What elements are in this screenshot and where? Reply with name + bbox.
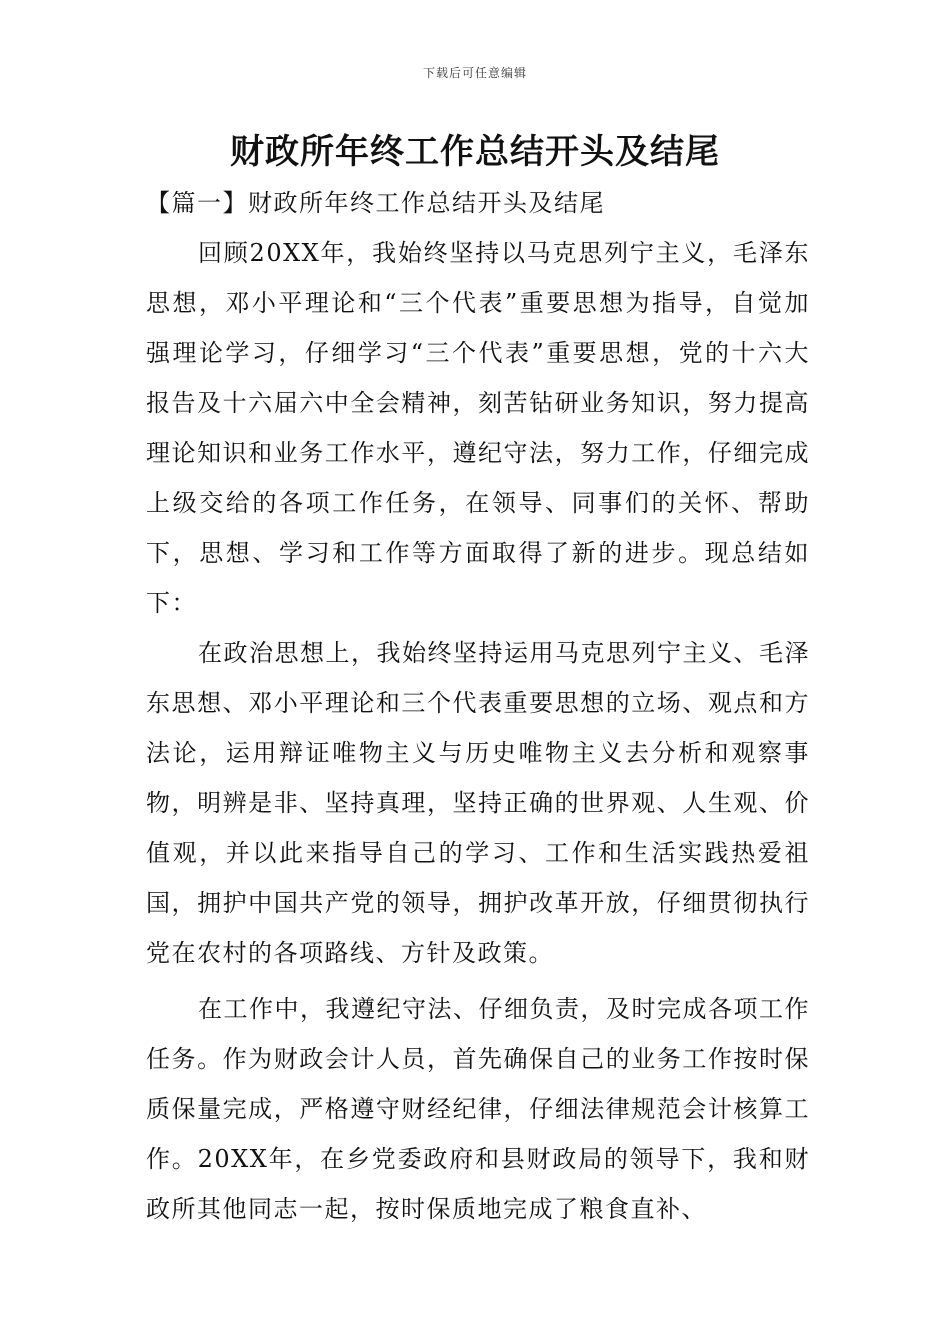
header-note: 下载后可任意编辑: [422, 66, 527, 80]
paragraph-work: 在工作中，我遵纪守法、仔细负责，及时完成各项工作任务。作为财政会计人员，首先确保自己的业务工作按时保质保量完成，严格遵守财经纪律，仔细法律规范会计核算工作。20XX年，在乡党委政府和县财政局的领导下，我和财政所其他同志一起，按时保质地完成了粮食直补、: [146, 995, 810, 1223]
document-body: [146, 178, 810, 1234]
paragraph-political-thought: 在政治思想上，我始终坚持运用马克思列宁主义、毛泽东思想、邓小平理论和三个代表重要思想的立场、观点和方法论，运用辩证唯物主义与历史唯物主义去分析和观察事物，明辨是非、坚持真理，坚持正确的世界观、人生观、价值观，并以此来指导自己的学习、工作和生活实践热爱祖国，拥护中国共产党的领导，拥护改革开放，仔细贯彻执行党在农村的各项路线、方针及政策。: [146, 639, 810, 967]
document-title: 财政所年终工作总结开头及结尾: [230, 132, 720, 172]
section-heading: 【篇一】财政所年终工作总结开头及结尾: [146, 189, 605, 217]
paragraph-review: 回顾20XX年，我始终坚持以马克思列宁主义，毛泽东思想，邓小平理论和“三个代表”重要思想为指导，自觉加强理论学习，仔细学习“三个代表”重要思想，党的十六大报告及十六届六中全会精神，刻苦钻研业务知识，努力提高理论知识和业务工作水平，遵纪守法，努力工作，仔细完成上级交给的各项工作任务，在领导、同事们的关怀、帮助下，思想、学习和工作等方面取得了新的进步。现总结如下：: [146, 239, 810, 617]
